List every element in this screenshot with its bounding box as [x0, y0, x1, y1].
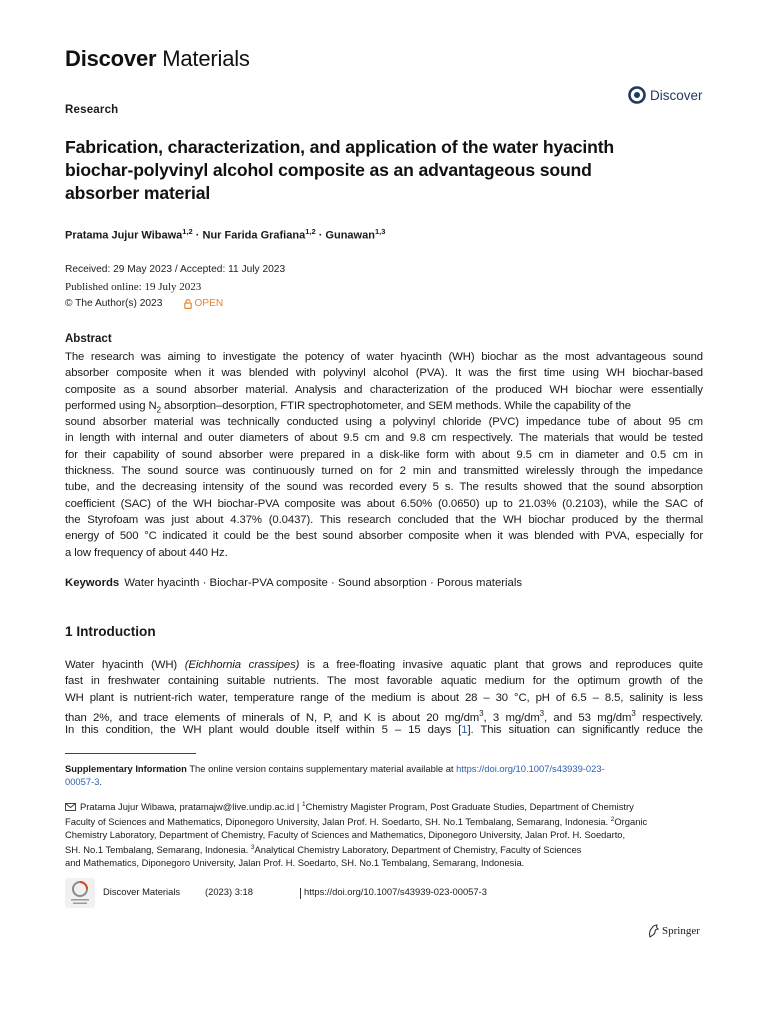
supplementary-link[interactable]: https://doi.org/10.1007/s43939-023- — [456, 763, 605, 774]
discover-logo-text: Discover — [650, 87, 703, 103]
doi-text[interactable]: https://doi.org/10.1007/s43939-023-00057-3 — [304, 886, 487, 897]
springer-text: Springer — [662, 925, 700, 937]
intro-line — [65, 706, 703, 722]
open-access-badge[interactable] — [184, 298, 223, 309]
supplementary-end: . — [99, 776, 103, 787]
author-affiliation: 1,2 — [182, 227, 193, 236]
correspondence-affiliations — [65, 798, 705, 869]
author-separator: · — [192, 229, 203, 242]
text-run: than 2%, and trace elements of minerals of N, P, and K is about 20 mg/dm — [65, 711, 480, 724]
copyright-text: © The Author(s) 2023 — [65, 298, 163, 309]
published-date: Published online: 19 July 2023 — [65, 281, 202, 293]
abstract-line: coefficient (SAC) of the WH biochar-PVA composite was about 6.50% (0.0650) up to 21.03% (0.2103), while the SAC of — [65, 497, 703, 510]
superscript: 3 — [539, 708, 545, 718]
abstract-line: in length with internal and outer diameters of about 9.5 cm and 9.8 cm respectively. The materials that would be tested — [65, 432, 703, 445]
text-run: Analytical Chemistry Laboratory, Department of Chemistry, Faculty of Sciences — [254, 844, 582, 856]
superscript: 3 — [631, 708, 636, 718]
abstract-line — [65, 398, 703, 414]
abstract-body — [65, 349, 703, 561]
journal-brand: Discover — [65, 46, 157, 71]
text-run: Organic — [614, 816, 648, 828]
abstract-line: The research was aiming to investigate the potency of water hyacinth (WH) biochar as the most advantageous sound — [65, 351, 703, 363]
copyright-row — [65, 298, 223, 309]
citation-link[interactable]: 1 — [461, 724, 468, 737]
abstract-line: sound absorber material was technically conducted using a polyvinyl chloride (PVC) impedance tube of about 95 cm — [65, 416, 703, 429]
superscript: 3 — [250, 844, 255, 852]
author-affiliation: 1,3 — [374, 227, 386, 236]
article-title — [65, 136, 665, 205]
superscript: 1 — [301, 801, 306, 808]
keywords-list: Water hyacinth · Biochar-PVA composite · Sound absorption · Porous materials — [124, 577, 523, 589]
abstract-line: tube, and the decreasing intensity of the sound was recorded every 5 s. The results showed that the sound absorption — [65, 481, 703, 494]
footer-volume: (2023) 3:18 — [205, 886, 253, 897]
footer-doi[interactable] — [300, 886, 487, 899]
corresp-line — [65, 798, 705, 813]
open-access-label: OPEN — [194, 298, 224, 309]
abstract-line: composite as a sound absorber material. Analysis and characterization of the produced WH biochar were essentially — [65, 383, 703, 396]
open-lock-icon — [184, 299, 192, 309]
journal-title: Materials — [162, 46, 250, 71]
footnote-rule — [65, 753, 196, 754]
intro-line: fast in freshwater containing suitable nutrients. The most favorable aquatic medium for the optimum growth of the — [65, 675, 703, 688]
text-run: Water hyacinth (WH) — [65, 659, 185, 671]
text-run: SH. No.1 Tembalang, Semarang, Indonesia. — [65, 844, 251, 856]
abstract-heading: Abstract — [65, 333, 112, 345]
text-run: ]. This situation can significantly reduce the — [467, 724, 703, 737]
abstract-line: for their capability of sound absorber were prepared in a disk-like form with about 9.5 cm in diameter and 0.5 cm in — [65, 448, 703, 461]
supplementary-label: Supplementary Information — [65, 763, 187, 774]
superscript: 3 — [479, 708, 484, 718]
abstract-line: a low frequency of about 440 Hz. — [65, 546, 228, 559]
article-type-label: Research — [65, 104, 119, 116]
text-run: is a free-floating invasive aquatic plant that grows and reproduces quite — [299, 659, 703, 671]
text-run: Faculty of Sciences and Mathematics, Diponegoro University, Jalan Prof. H. Soedarto, SH. No.1 Tembalang, Semarang, Indonesia. — [65, 816, 611, 828]
title-line: Fabrication, characterization, and application of the water hyacinth — [65, 137, 614, 157]
title-line: absorber material — [65, 183, 211, 203]
supplementary-link-cont[interactable]: 00057-3 — [65, 776, 100, 787]
springer-horse-icon — [647, 924, 659, 938]
author-affiliation: 1,2 — [305, 227, 316, 236]
intro-line — [65, 657, 703, 673]
springer-logo — [647, 924, 700, 938]
discover-logo[interactable] — [628, 86, 703, 104]
abstract-line: energy of 500 °C indicated it could be the best sound absorber composite when it was blended with PVA, especially for — [65, 530, 703, 543]
discover-logo-icon — [628, 86, 646, 104]
keywords-label: Keywords — [65, 577, 120, 589]
received-accepted-dates: Received: 29 May 2023 / Accepted: 11 July 2023 — [65, 264, 286, 275]
text-run: respectively. — [635, 711, 703, 724]
abstract-line: absorber composite when it was blended with polyvinyl alcohol (PVA). It was the first time using WH biochar-based — [65, 367, 703, 380]
doi-separator — [300, 888, 301, 899]
author-name[interactable]: Gunawan — [325, 229, 375, 242]
subscript: 2 — [156, 405, 161, 415]
author-list — [65, 227, 385, 242]
text-run: In this condition, the WH plant would double itself within 5 – 15 days [ — [65, 724, 462, 737]
introduction-body — [65, 657, 703, 738]
supplementary-info — [65, 762, 685, 788]
journal-name — [65, 46, 250, 72]
introduction-heading: 1 Introduction — [65, 624, 156, 639]
species-name: (Eichhornia crassipes) — [184, 659, 300, 671]
keywords-row — [65, 577, 522, 589]
text-run: , and 53 mg/dm — [544, 711, 632, 724]
intro-line: WH plant is nutrient-rich water, temperature range of the medium is about 28 – 30 °C, pH of 6.5 – 8.5, salinity is less — [65, 691, 703, 704]
corresp-line: Chemistry Laboratory, Department of Chemistry, Faculty of Sciences and Mathematics, Diponegoro University, Jalan Prof. H. Soedarto, — [65, 829, 626, 841]
supplementary-text: The online version contains supplementary material available at — [186, 763, 457, 774]
corresp-line — [65, 813, 705, 828]
envelope-icon — [65, 803, 76, 811]
corresp-line: and Mathematics, Diponegoro University, Jalan Prof. H. Soedarto, SH. No.1 Tembalang, Semarang, Indonesia. — [65, 857, 525, 869]
abstract-line-part: absorption–desorption, FTIR spectrophotometer, and SEM methods. While the capability of the — [160, 399, 631, 412]
text-run: Chemistry Magister Program, Post Graduate Studies, Department of Chemistry — [305, 801, 634, 813]
intro-line — [65, 722, 703, 738]
author-separator: · — [315, 229, 326, 242]
footer-journal: Discover Materials — [103, 886, 181, 897]
text-run: , 3 mg/dm — [483, 711, 540, 724]
author-name[interactable]: Pratama Jujur Wibawa — [65, 229, 183, 242]
corresp-line — [65, 841, 705, 856]
superscript: 2 — [610, 816, 615, 824]
title-line: biochar-polyvinyl alcohol composite as an advantageous sound — [65, 160, 592, 180]
author-name[interactable]: Nur Farida Grafiana — [202, 229, 306, 242]
abstract-line-part: performed using N — [65, 399, 157, 412]
check-for-updates-icon[interactable] — [65, 878, 95, 908]
abstract-line: the Styrofoam was just about 4.37% (0.0437). This research concluded that the WH biochar produced by the thermal — [65, 513, 703, 526]
abstract-line: thickness. The sound source was continuously turned on for 2 min and transmitted wirelessly through the impedance — [65, 465, 703, 478]
text-run: Pratama Jujur Wibawa, pratamajw@live.undip.ac.id | — [80, 801, 302, 813]
